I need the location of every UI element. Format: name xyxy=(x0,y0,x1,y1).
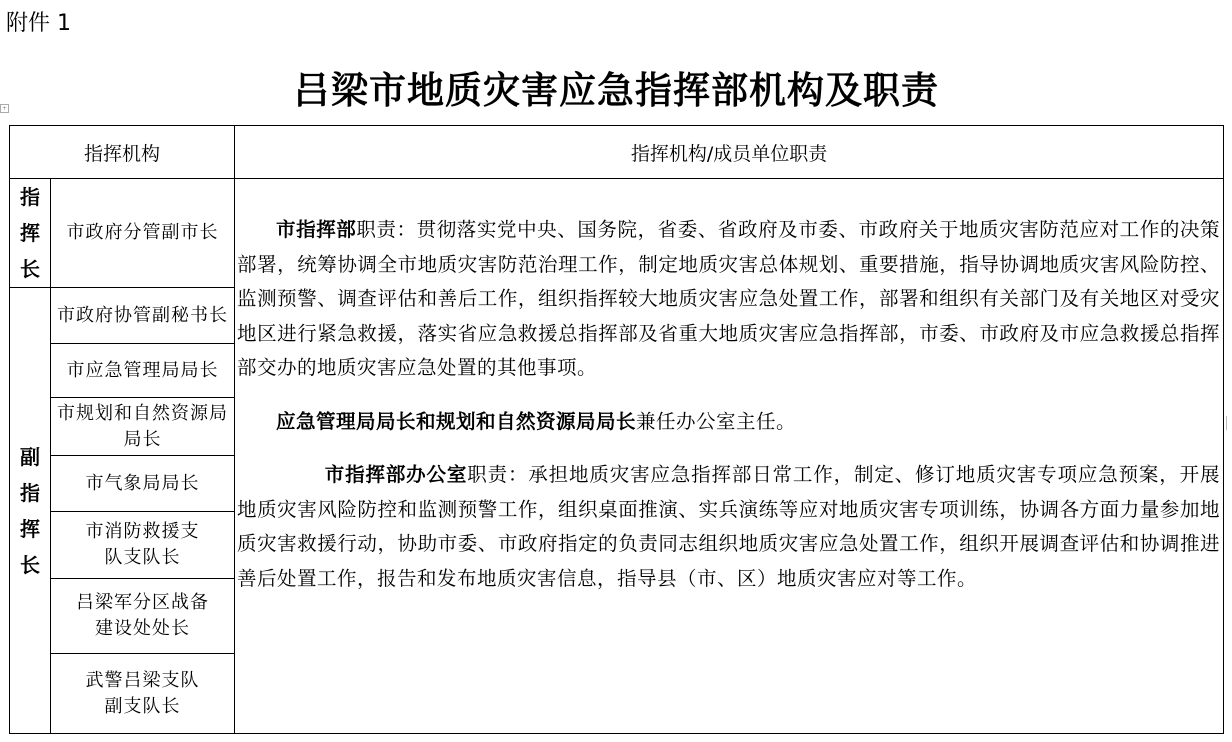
deputy-position: 市规划和自然资源局局长 xyxy=(51,398,235,456)
commander-label: 指 挥 长 xyxy=(10,179,51,288)
duty-director-title: 应急管理局局长和规划和自然资源局局长 xyxy=(276,409,637,433)
deputy-position: 市消防救援支队支队长 xyxy=(51,512,235,579)
commander-position: 市政府分管副市长 xyxy=(51,179,235,288)
deputy-position: 市政府协管副秘书长 xyxy=(51,288,235,344)
attachment-label: 附件 1 xyxy=(6,11,71,36)
duty-paragraph-office-director: 应急管理局局长和规划和自然资源局局长兼任办公室主任。 xyxy=(276,409,797,433)
duties-cell xyxy=(235,179,1224,734)
deputy-position: 武警吕梁支队副支队长 xyxy=(51,654,235,734)
table-resize-handle-icon[interactable] xyxy=(1226,416,1232,430)
header-org: 指挥机构 xyxy=(10,126,235,179)
duty-paragraph-hq: 市指挥部职责：贯彻落实党中央、国务院，省委、省政府及市委、市政府关于地质灾害防范应对工作的决策部署，统筹协调全市地质灾害防范治理工作，制定地质灾害总体规划、重要措施，指导协调地质灾害风险防控、监测预警、调查评估和善后工作，组织指挥较大地质灾害应急处置工作，部署和组织有关部门及有关地区对受灾地区进行紧急救援，落实省应急救援总指挥部及省重大地质灾害应急指挥部，市委、市政府及市应急救援总指挥部交办的地质灾害应急处置的其他事项。 xyxy=(237,218,1221,379)
command-structure-table xyxy=(9,125,1224,734)
duty-paragraph-office: 市指挥部办公室职责：承担地质灾害应急指挥部日常工作，制定、修订地质灾害专项应急预案，开展地质灾害风险防控和监测预警工作，组织桌面推演、实兵演练等应对地质灾害专项训练，协调各方面力量参加地质灾害救援行动，协助市委、市政府指定的负责同志组织地质灾害应急处置工作，组织开展调查评估和协调推进善后处置工作，报告和发布地质灾害信息，指导县（市、区）地质灾害应对等工作。 xyxy=(237,463,1221,590)
duty-hq-title: 市指挥部 xyxy=(276,218,357,241)
duty-office-title: 市指挥部办公室 xyxy=(324,463,468,486)
deputy-position: 市气象局局长 xyxy=(51,456,235,512)
table-move-handle-icon[interactable]: + xyxy=(1,105,8,112)
header-duties: 指挥机构/成员单位职责 xyxy=(235,126,1224,179)
deputy-position: 市应急管理局局长 xyxy=(51,344,235,398)
deputy-commander-label: 副 指 挥 长 xyxy=(10,288,51,734)
deputy-position: 吕梁军分区战备建设处处长 xyxy=(51,579,235,654)
document-title: 吕梁市地质灾害应急指挥部机构及职责 xyxy=(293,68,939,112)
